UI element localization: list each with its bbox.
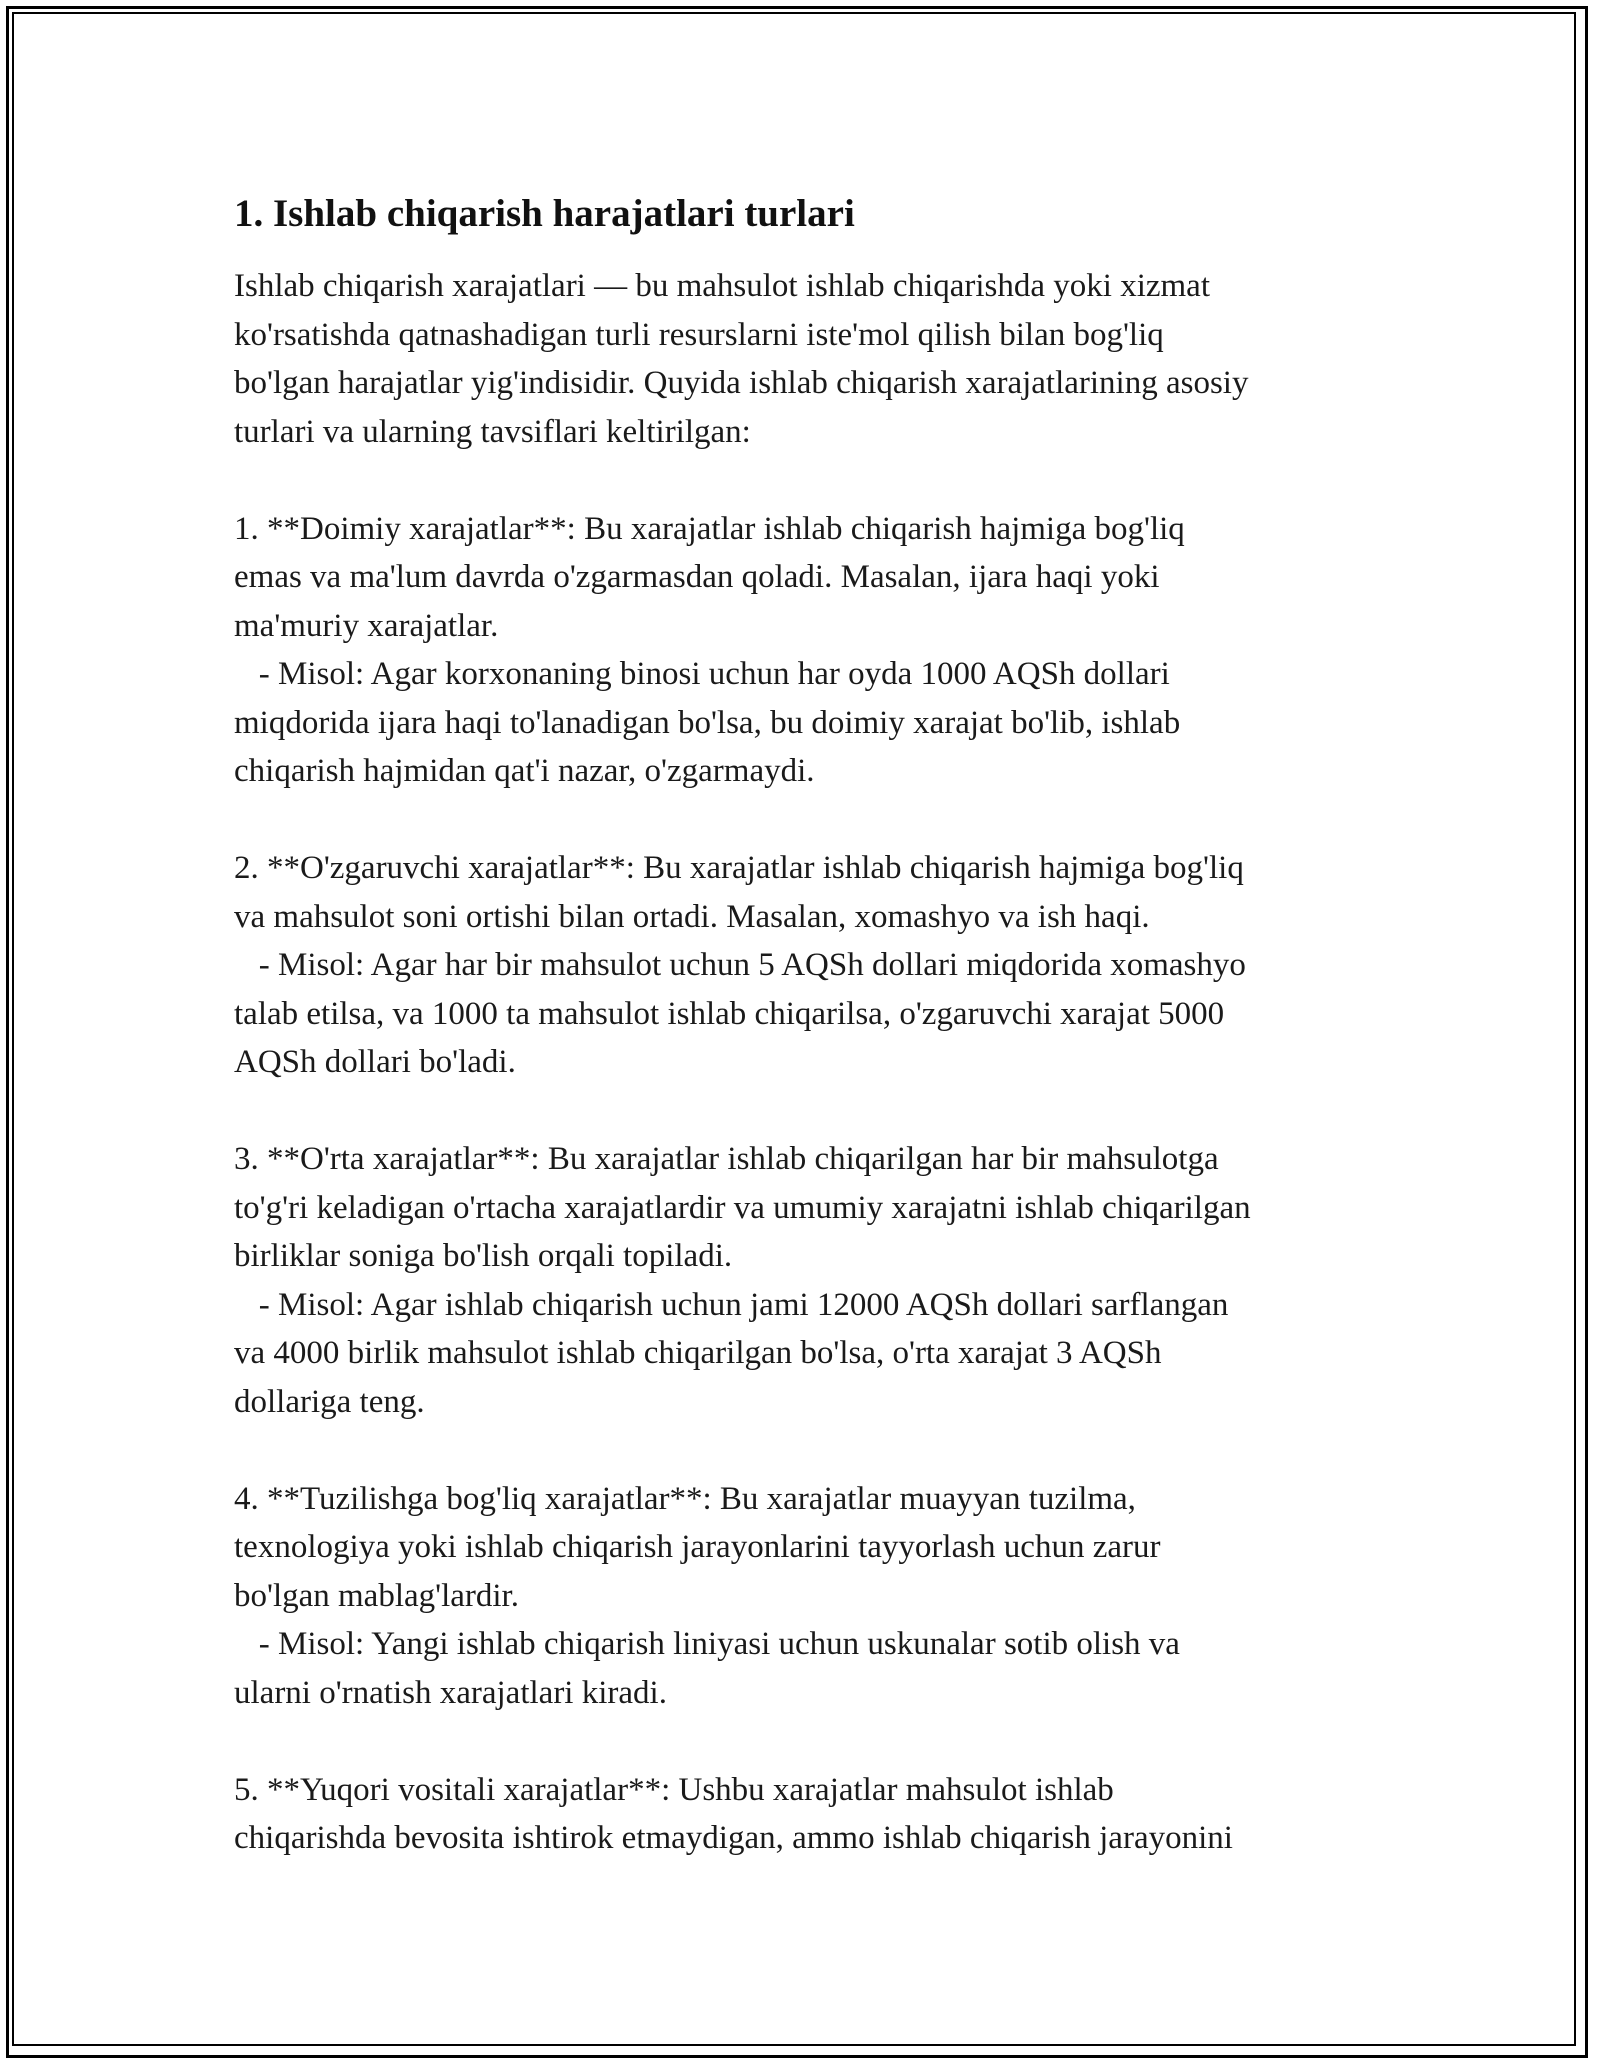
paragraph-gap bbox=[234, 1087, 1374, 1136]
list-item-example: - Misol: Agar har bir mahsulot uchun 5 AQSh dollari miqdorida xomashyo talab etilsa, va 1000 ta mahsulot ishlab chiqarilsa, o'zgaruvchi xarajat 5000 AQSh dollari bo'ladi. bbox=[234, 947, 1246, 1080]
document-body bbox=[234, 188, 1374, 1863]
document-title: 1. Ishlab chiqarish harajatlari turlari bbox=[234, 192, 855, 235]
list-item-example: - Misol: Agar korxonaning binosi uchun har oyda 1000 AQSh dollari miqdorida ijara haqi to'lanadigan bo'lsa, bu doimiy xarajat bo'lib, ishlab chiqarish hajmidan qat'i nazar, o'zgarmaydi. bbox=[234, 656, 1181, 789]
paragraph-gap bbox=[234, 456, 1374, 505]
list-item: 5. **Yuqori vositali xarajatlar**: Ushbu xarajatlar mahsulot ishlab chiqarishda bevosita ishtirok etmaydigan, ammo ishlab chiqarish jarayonini bbox=[234, 1771, 1233, 1856]
paragraph-gap bbox=[234, 1717, 1374, 1766]
paragraph-gap bbox=[234, 796, 1374, 845]
list-item: 4. **Tuzilishga bog'liq xarajatlar**: Bu xarajatlar muayyan tuzilma, texnologiya yoki ishlab chiqarish jarayonlarini tayyorlash uchun zarur bo'lgan mablag'lardir. bbox=[234, 1480, 1161, 1614]
list-item-example: - Misol: Agar ishlab chiqarish uchun jami 12000 AQSh dollari sarflangan va 4000 birlik mahsulot ishlab chiqarilgan bo'lsa, o'rta xarajat 3 AQSh dollariga teng. bbox=[234, 1286, 1229, 1420]
list-item: 3. **O'rta xarajatlar**: Bu xarajatlar ishlab chiqarilgan har bir mahsulotga to'g'ri keladigan o'rtacha xarajatlardir va umumiy xarajatni ishlab chiqarilgan birliklar soniga bo'lish orqali topiladi. bbox=[234, 1141, 1251, 1274]
list-item-example: - Misol: Yangi ishlab chiqarish liniyasi uchun uskunalar sotib olish va ularni o'rnatish xarajatlari kiradi. bbox=[234, 1626, 1180, 1711]
list-item: 2. **O'zgaruvchi xarajatlar**: Bu xarajatlar ishlab chiqarish hajmiga bog'liq va mahsulot soni ortishi bilan ortadi. Masalan, xomashyo va ish haqi. bbox=[234, 850, 1244, 935]
intro-paragraph: Ishlab chiqarish xarajatlari — bu mahsulot ishlab chiqarishda yoki xizmat ko'rsatishda qatnashadigan turli resurslarni iste'mol qilish bilan bog'liq bo'lgan harajatlar yig'indisidir. Quyida ishlab chiqarish xarajatlarining asosiy turlari va ularning tavsiflari keltirilgan: bbox=[234, 268, 1249, 450]
list-item: 1. **Doimiy xarajatlar**: Bu xarajatlar ishlab chiqarish hajmiga bog'liq emas va ma'lum davrda o'zgarmasdan qoladi. Masalan, ijara haqi yoki ma'muriy xarajatlar. bbox=[234, 510, 1185, 644]
paragraph-gap bbox=[234, 1426, 1374, 1475]
